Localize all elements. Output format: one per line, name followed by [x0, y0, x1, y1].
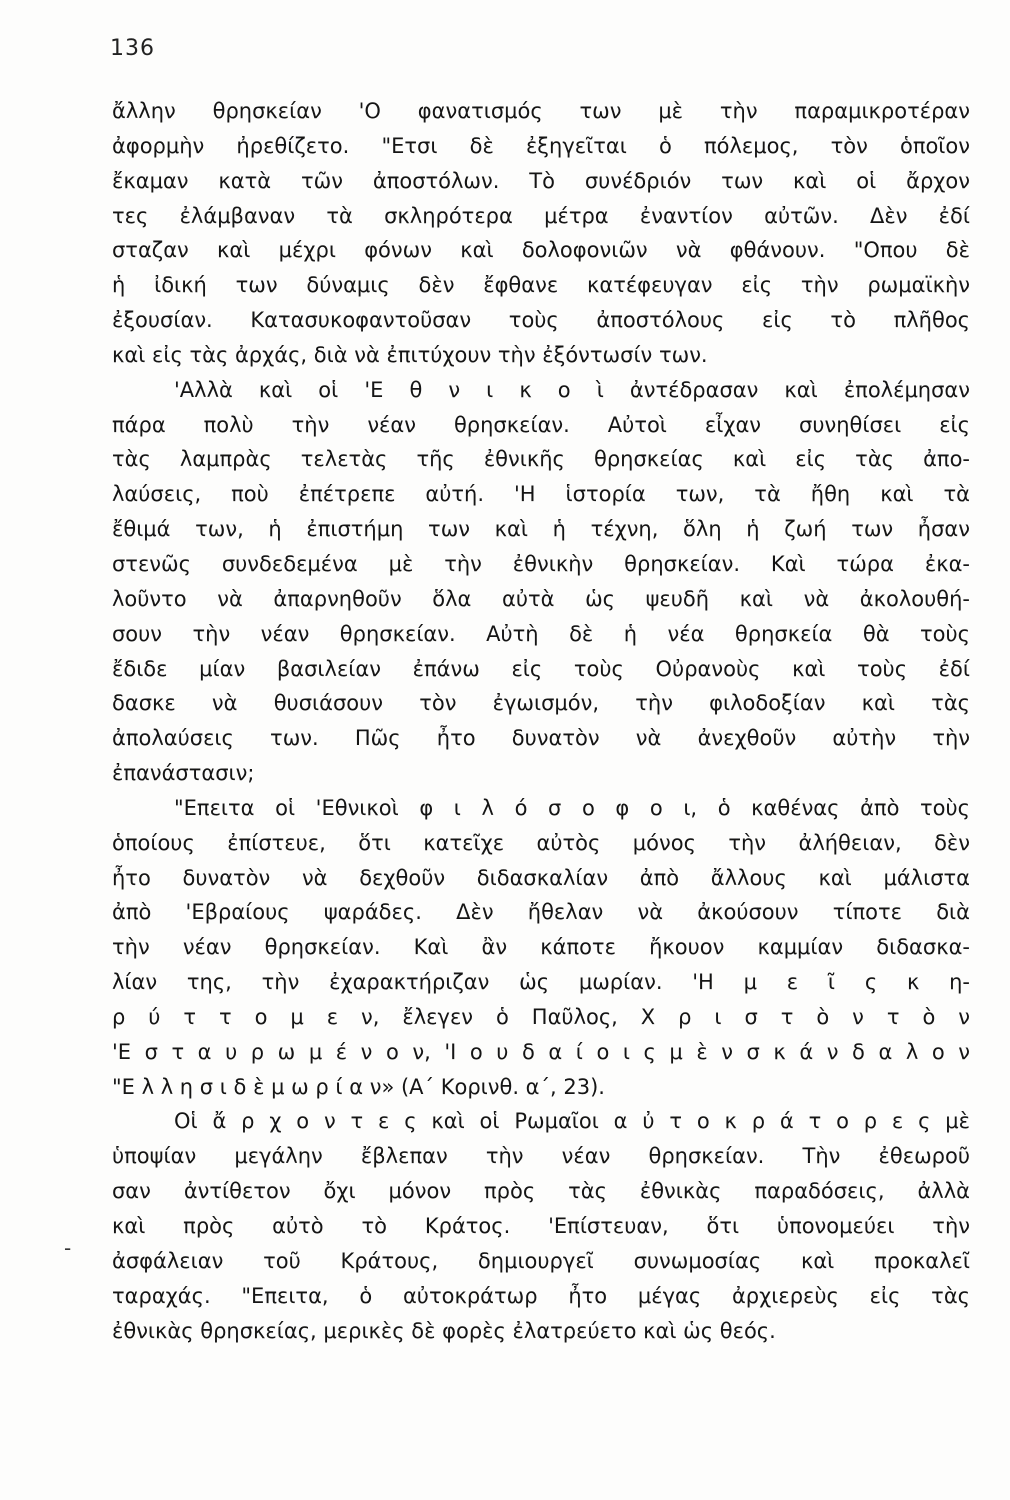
text-line: ἡ ἰδική των δύναμις δὲν ἔφθανε κατέφευγαν εἰς τὴν ρωμαϊκὴν — [112, 273, 970, 298]
text-line: στενῶς συνδεδεμένα μὲ τὴν ἐθνικὴν θρησκείαν. Καὶ τώρα ἐκα- — [112, 551, 970, 576]
text-line: ἔκαμαν κατὰ τῶν ἀποστόλων. Τὸ συνέδριόν των καὶ οἱ ἄρχον — [112, 168, 970, 193]
text-line: Οἱ ἄ ρ χ ο ν τ ε ς καὶ οἱ Ρωμαῖοι α ὐ τ ο κ ρ ά τ ο ρ ε ς μὲ — [174, 1109, 970, 1134]
text-line: ἄλλην θρησκείαν 'Ο φανατισμός των μὲ τὴν παραμικροτέραν — [112, 99, 970, 123]
page-number: 136 — [110, 36, 155, 61]
text-line: ἔδιδε μίαν βασιλείαν ἐπάνω εἰς τοὺς Οὐρανοὺς καὶ τοὺς ἐδί — [112, 656, 970, 681]
margin-mark: - — [64, 1236, 72, 1260]
text-line: σταζαν καὶ μέχρι φόνων καὶ δολοφονιῶν νὰ φθάνουν. "Οπου δὲ — [112, 238, 970, 263]
text-line: ἀπὸ 'Εβραίους ψαράδες. Δὲν ἤθελαν νὰ ἀκούσουν τίποτε διὰ — [112, 900, 970, 925]
text-line: ρ ύ τ τ ο μ ε ν, ἔλεγεν ὁ Παῦλος, Χ ρ ι σ τ ὸ ν τ ὸ ν — [112, 1004, 970, 1029]
text-line: "Ε λ λ η σ ι δ ὲ μ ω ρ ί α ν» (Α΄ Κορινθ. α΄, 23). — [112, 1074, 605, 1099]
text-line: ὑποψίαν μεγάλην ἔβλεπαν τὴν νέαν θρησκείαν. Τὴν ἐθεωροῦ — [112, 1144, 970, 1169]
text-line: ἔθιμά των, ἡ ἐπιστήμη των καὶ ἡ τέχνη, ὅλη ἡ ζωή των ἦσαν — [112, 517, 970, 542]
text-line: πάρα πολὺ τὴν νέαν θρησκείαν. Αὐτοὶ εἶχαν συνηθίσει εἰς — [112, 412, 970, 437]
text-line: λίαν της, τὴν ἐχαρακτήριζαν ὡς μωρίαν. 'Η μ ε ῖ ς κ η- — [112, 970, 970, 995]
text-line: ἀπολαύσεις των. Πῶς ἦτο δυνατὸν νὰ ἀνεχθοῦν αὐτὴν τὴν — [112, 726, 970, 751]
text-line: καὶ εἰς τὰς ἀρχάς, διὰ νὰ ἐπιτύχουν τὴν ἐξόντωσίν των. — [112, 342, 708, 367]
text-line: 'Αλλὰ καὶ οἱ 'Ε θ ν ι κ ο ὶ ἀντέδρασαν καὶ ἐπολέμησαν — [174, 377, 970, 402]
text-line: σουν τὴν νέαν θρησκείαν. Αὐτὴ δὲ ἡ νέα θρησκεία θὰ τοὺς — [112, 621, 970, 646]
text-line: τες ἐλάμβαναν τὰ σκληρότερα μέτρα ἐναντίον αὐτῶν. Δὲν ἐδί — [112, 203, 970, 228]
text-line: δασκε νὰ θυσιάσουν τὸν ἐγωισμόν, τὴν φιλοδοξίαν καὶ τὰς — [112, 691, 970, 716]
text-line: ταραχάς. "Επειτα, ὁ αὐτοκράτωρ ἦτο μέγας ἀρχιερεὺς εἰς τὰς — [112, 1283, 970, 1308]
text-line: λοῦντο νὰ ἀπαρνηθοῦν ὅλα αὐτὰ ὡς ψευδῆ καὶ νὰ ἀκολουθή- — [112, 586, 970, 611]
text-line: ἀσφάλειαν τοῦ Κράτους, δημιουργεῖ συνωμοσίας καὶ προκαλεῖ — [112, 1248, 970, 1273]
text-line: ἐξουσίαν. Κατασυκοφαντοῦσαν τοὺς ἀποστόλους εἰς τὸ πλῆθος — [112, 308, 970, 333]
text-line: "Επειτα οἱ 'Εθνικοὶ φ ι λ ό σ ο φ ο ι, ὁ καθένας ἀπὸ τοὺς — [174, 795, 970, 820]
text-line: 'Ε σ τ α υ ρ ω μ έ ν ο ν, 'Ι ο υ δ α ί ο ι ς μ ὲ ν σ κ ά ν δ α λ ο ν — [112, 1039, 970, 1064]
text-line: καὶ πρὸς αὐτὸ τὸ Κράτος. 'Επίστευαν, ὅτι ὑπονομεύει τὴν — [112, 1214, 970, 1238]
text-line: λαύσεις, ποὺ ἐπέτρεπε αὐτή. 'Η ἱστορία των, τὰ ἤθη καὶ τὰ — [112, 482, 970, 507]
text-line: ὁποίους ἐπίστευε, ὅτι κατεῖχε αὐτὸς μόνος τὴν ἀλήθειαν, δὲν — [112, 830, 970, 855]
text-line: ἦτο δυνατὸν νὰ δεχθοῦν διδασκαλίαν ἀπὸ ἄλλους καὶ μάλιστα — [112, 865, 970, 890]
text-line: ἐπανάστασιν; — [112, 761, 255, 786]
text-line: ἀφορμὴν ἠρεθίζετο. "Ετσι δὲ ἐξηγεῖται ὁ πόλεμος, τὸν ὁποῖον — [112, 133, 970, 158]
text-line: σαν ἀντίθετον ὄχι μόνον πρὸς τὰς ἐθνικὰς παραδόσεις, ἀλλὰ — [112, 1179, 970, 1204]
body-text — [112, 94, 970, 1348]
text-line: ἐθνικὰς θρησκείας, μερικὲς δὲ φορὲς ἐλατρεύετο καὶ ὡς θεός. — [112, 1318, 776, 1343]
text-line: τὰς λαμπρὰς τελετὰς τῆς ἐθνικῆς θρησκείας καὶ εἰς τὰς ἀπο- — [112, 447, 970, 472]
text-line: τὴν νέαν θρησκείαν. Καὶ ἂν κάποτε ἤκουον καμμίαν διδασκα- — [112, 935, 970, 960]
